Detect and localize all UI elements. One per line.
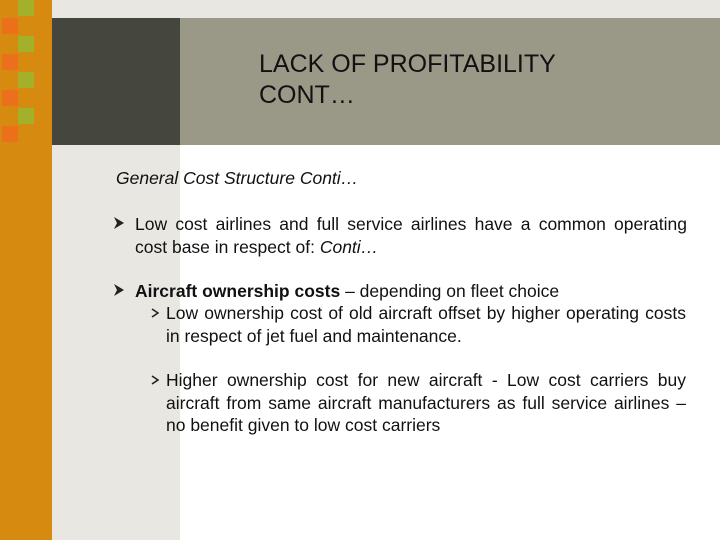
chevron-right-icon [151,308,159,318]
bullet-item [112,280,687,303]
slide-title: LACK OF PROFITABILITY CONT… [259,50,556,109]
left-decorative-stripe [0,0,52,540]
sub-bullet-item [151,302,686,347]
bullet-bold-text: Aircraft ownership costs [135,281,341,301]
header-dark-block [52,18,180,145]
arrowhead-bullet-icon [112,283,126,297]
checker-square [18,0,34,16]
sub-bullet-item [151,369,686,437]
bullet-plain-text: Low cost airlines and full service airlines have a common operating cost base in respect of: [135,214,687,257]
checker-square [18,36,34,52]
checker-square [2,54,18,70]
sub-bullet-text: Higher ownership cost for new aircraft - Low cost carriers buy aircraft from same aircraft manufacturers as full service airlines – no benefit given to low cost carriers [166,370,686,435]
arrowhead-bullet-icon [112,216,126,230]
sub-bullet-text: Low ownership cost of old aircraft offset by higher operating costs in respect of jet fuel and maintenance. [166,303,686,346]
slide-subtitle: General Cost Structure Conti… [116,168,359,188]
checker-square [2,90,18,106]
checker-square [2,126,18,142]
bullet-text [135,280,687,303]
bullet-plain-text: – depending on fleet choice [340,281,560,301]
checker-square [18,108,34,124]
bullet-item [112,213,687,258]
bullet-italic-text: Conti… [319,236,379,257]
checker-square [2,18,18,34]
bullet-text [135,213,687,258]
chevron-right-icon [151,375,159,385]
checker-square [18,72,34,88]
